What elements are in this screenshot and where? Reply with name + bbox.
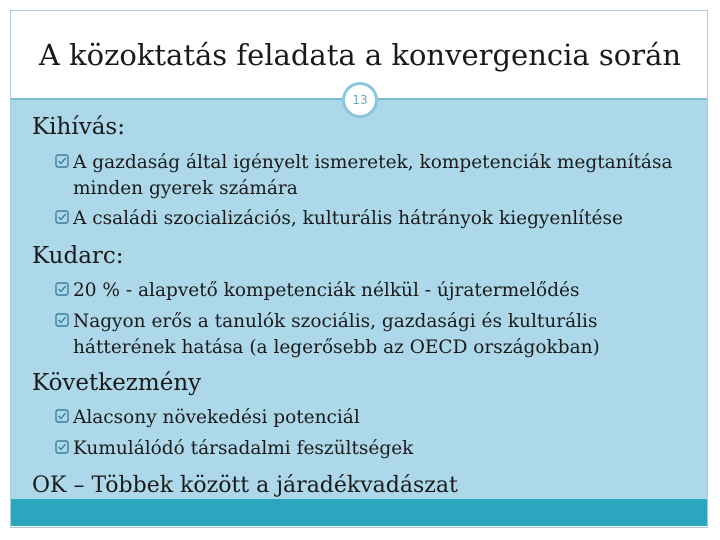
bullet-text: Kumulálódó társadalmi feszültségek — [73, 438, 414, 459]
list-item — [55, 309, 635, 361]
bullet-text: A gazdaság által igényelt ismeretek, kompetenciák megtanítása minden gyerek számára — [73, 152, 673, 199]
bullet-text: A családi szocializációs, kulturális hátrányok kiegyenlítése — [73, 208, 623, 229]
checkbox-bullet-icon — [55, 409, 69, 423]
section-heading-kihivas: Kihívás: — [32, 114, 125, 140]
section-heading-kovetkezmeny: Következmény — [32, 370, 202, 396]
bullet-text: Nagyon erős a tanulók szociális, gazdasági és kulturális hátterének hatása (a legerősebb az OECD országokban) — [73, 311, 600, 358]
bullet-text: 20 % - alapvető kompetenciák nélkül - újratermelődés — [73, 280, 580, 301]
checkbox-bullet-icon — [55, 440, 69, 454]
slide-title: A közoktatás feladata a konvergencia során — [38, 38, 682, 72]
list-item — [55, 206, 695, 232]
list-item — [55, 278, 695, 304]
bullet-text: Alacsony növekedési potenciál — [73, 407, 360, 428]
list-item — [55, 150, 695, 202]
conclusion-text: OK – Többek között a járadékvadászat — [32, 473, 458, 498]
checkbox-bullet-icon — [55, 282, 69, 296]
list-item — [55, 436, 695, 462]
checkbox-bullet-icon — [55, 154, 69, 168]
checkbox-bullet-icon — [55, 313, 69, 327]
bottom-accent-bar — [11, 499, 707, 526]
list-item — [55, 405, 695, 431]
section-heading-kudarc: Kudarc: — [32, 243, 124, 269]
checkbox-bullet-icon — [55, 210, 69, 224]
page-number-badge: 13 — [342, 82, 378, 118]
